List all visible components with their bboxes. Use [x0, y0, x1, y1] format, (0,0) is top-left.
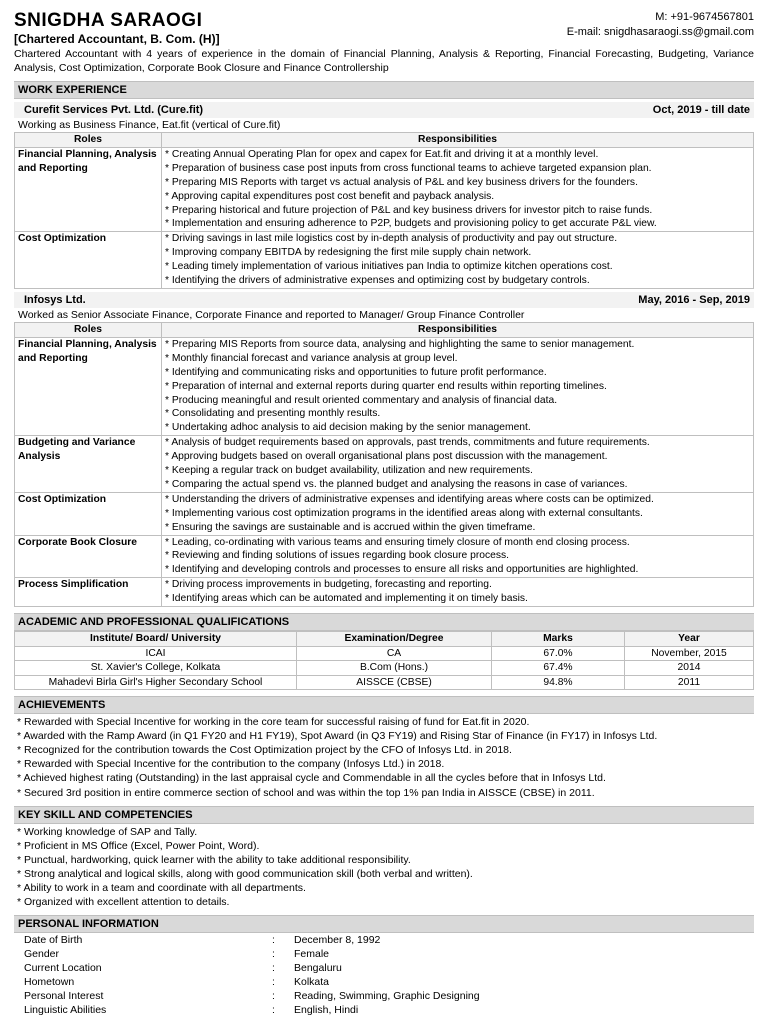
info-label: Personal Interest [24, 990, 104, 1003]
list-item: * Rewarded with Special Incentive for the contribution to the company (Infosys Ltd.) in 2018. [17, 757, 754, 771]
responsibility-cell [162, 436, 754, 493]
credentials: [Chartered Accountant, B. Com. (H)] [14, 32, 220, 46]
company-description: Working as Business Finance, Eat.fit (vertical of Cure.fit) [18, 119, 281, 131]
table-row [14, 975, 754, 989]
list-item: * Preparing MIS Reports from source data, analysing and highlighting the same to senior management. [165, 338, 750, 352]
table-row [14, 947, 754, 961]
list-item: * Reviewing and finding solutions of issues regarding book closure process. [165, 549, 750, 563]
list-item: * Preparing historical and future projection of P&L and key business drivers for investor pitch to raise funds. [165, 204, 750, 218]
list-item: * Working knowledge of SAP and Tally. [17, 825, 754, 839]
list-item: * Secured 3rd position in entire commerce section of school and was within the top 1% pan India in AISSCE (CBSE) in 2011. [17, 786, 754, 800]
responsibility-cell [162, 535, 754, 578]
roles-table-header [15, 322, 754, 337]
list-item: * Organized with excellent attention to details. [17, 895, 754, 909]
column-header: Examination/Degree [297, 632, 492, 647]
table-row [15, 232, 754, 289]
table-cell: AISSCE (CBSE) [297, 675, 492, 690]
list-item: * Recognized for the contribution towards the Cost Optimization project by the CFO of Infosys Ltd. in 2018. [17, 743, 754, 757]
table-row [15, 147, 754, 231]
list-item: * Monthly financial forecast and variance analysis at group level. [165, 352, 750, 366]
info-value: December 8, 1992 [294, 934, 381, 947]
info-label: Gender [24, 948, 60, 961]
roles-table [14, 132, 754, 289]
list-item: * Preparation of internal and external reports during quarter end results within reporting timelines. [165, 380, 750, 394]
section-title-achievements: ACHIEVEMENTS [14, 696, 754, 714]
list-item: * Awarded with the Ramp Award (in Q1 FY20 and H1 FY19), Spot Award (in Q3 FY19) and Rising Star of Finance (in FY17) in Infosys Ltd. [17, 729, 754, 743]
list-item: * Consolidating and presenting monthly results. [165, 407, 750, 421]
personal-info-table [14, 933, 754, 1017]
list-item: * Identifying areas which can be automated and implementing it on timely basis. [165, 592, 750, 606]
info-label: Hometown [24, 976, 75, 989]
table-row [15, 578, 754, 607]
list-item: * Creating Annual Operating Plan for opex and capex for Eat.fit and driving it at a monthly level. [165, 148, 750, 162]
table-cell: 67.4% [492, 661, 625, 676]
list-item: * Approving capital expenditures post cost benefit and payback analysis. [165, 190, 750, 204]
responsibilities-column-header: Responsibilities [162, 133, 754, 148]
role-name: Cost Optimization [15, 232, 162, 289]
table-cell: 67.0% [492, 646, 625, 661]
table-row [15, 646, 754, 661]
table-cell: 2014 [625, 661, 754, 676]
info-label: Linguistic Abilities [24, 1004, 107, 1017]
roles-table-header [15, 133, 754, 148]
list-item: * Leading timely implementation of various initiatives pan India to optimize kitchen operations cost. [165, 260, 750, 274]
responsibility-cell [162, 147, 754, 231]
list-item: * Driving savings in last mile logistics cost by in-depth analysis of productivity and pay out structure. [165, 232, 750, 246]
role-name: Cost Optimization [15, 492, 162, 535]
list-item: * Ensuring the savings are sustainable and is accrued within the given timeframe. [165, 521, 750, 535]
list-item: * Punctual, hardworking, quick learner with the ability to take additional responsibility. [17, 853, 754, 867]
table-row [14, 961, 754, 975]
qualifications-header-row [15, 632, 754, 647]
qualifications-table [14, 631, 754, 690]
table-row [15, 492, 754, 535]
candidate-name: SNIGDHA SARAOGI [14, 10, 203, 31]
list-item: * Approving budgets based on overall organisational plans post discussion with the management. [165, 450, 750, 464]
table-cell: CA [297, 646, 492, 661]
info-separator: : [272, 948, 275, 961]
responsibility-cell [162, 492, 754, 535]
mobile-number: M: +91-9674567801 [655, 11, 754, 23]
company-name: Curefit Services Pvt. Ltd. (Cure.fit) [24, 104, 204, 116]
role-name: Process Simplification [15, 578, 162, 607]
table-cell: Mahadevi Birla Girl's Higher Secondary School [15, 675, 297, 690]
list-item: * Implementation and ensuring adherence to P2P, budgets and provisioning policy to get accurate P&L view. [165, 217, 750, 231]
company-period: Oct, 2019 - till date [652, 104, 750, 116]
table-cell: 94.8% [492, 675, 625, 690]
table-row [14, 933, 754, 947]
responsibilities-column-header: Responsibilities [162, 322, 754, 337]
roles-table [14, 322, 754, 607]
list-item: * Improving company EBITDA by redesigning the first mile supply chain network. [165, 246, 750, 260]
name-block [14, 10, 220, 46]
info-value: English, Hindi [294, 1004, 359, 1017]
list-item: * Analysis of budget requirements based on approvals, past trends, commitments and future requirements. [165, 436, 750, 450]
list-item: * Ability to work in a team and coordinate with all departments. [17, 881, 754, 895]
resume-header [14, 10, 754, 46]
table-row [15, 337, 754, 435]
profile-summary: Chartered Accountant with 4 years of experience in the domain of Financial Planning, Analysis & Reporting, Financial Forecasting, Budgeting, Variance Analysis, Cost Optimization, Corporate Book Closure and Finance Controllership [14, 48, 754, 74]
list-item: * Preparing MIS Reports with target vs actual analysis of P&L and key business drivers for the founders. [165, 176, 750, 190]
list-item: * Leading, co-ordinating with various teams and ensuring timely closure of month end closing process. [165, 536, 750, 550]
section-title-skills: KEY SKILL AND COMPETENCIES [14, 806, 754, 824]
column-header: Institute/ Board/ University [15, 632, 297, 647]
company-period: May, 2016 - Sep, 2019 [638, 293, 750, 306]
table-cell: St. Xavier's College, Kolkata [15, 661, 297, 676]
info-label: Current Location [24, 962, 102, 975]
table-cell: B.Com (Hons.) [297, 661, 492, 676]
role-name: Budgeting and Variance Analysis [15, 436, 162, 493]
list-item: * Producing meaningful and result oriented commentary and analysis of financial data. [165, 394, 750, 408]
list-item: * Comparing the actual spend vs. the planned budget and analysing the reasons in case of variances. [165, 478, 750, 492]
company-header [14, 292, 754, 308]
table-cell: ICAI [15, 646, 297, 661]
list-item: * Driving process improvements in budgeting, forecasting and reporting. [165, 578, 750, 592]
contact-block [567, 10, 754, 40]
list-item: * Rewarded with Special Incentive for working in the core team for successful raising of fund for Eat.fit in 2020. [17, 715, 754, 729]
column-header: Year [625, 632, 754, 647]
info-separator: : [272, 1004, 275, 1017]
info-value: Reading, Swimming, Graphic Designing [294, 990, 480, 1003]
roles-column-header: Roles [15, 133, 162, 148]
info-separator: : [272, 976, 275, 989]
table-row [15, 675, 754, 690]
info-value: Female [294, 948, 330, 961]
list-item: * Implementing various cost optimization programs in the identified areas along with external consultants. [165, 507, 750, 521]
table-cell: November, 2015 [625, 646, 754, 661]
table-cell: 2011 [625, 675, 754, 690]
responsibility-cell [162, 337, 754, 435]
list-item: * Proficient in MS Office (Excel, Power Point, Word). [17, 839, 754, 853]
list-item: * Preparation of business case post inputs from cross functional teams to achieve targeted expansion plan. [165, 162, 750, 176]
list-item: * Understanding the drivers of administrative expenses and identifying areas where costs can be optimized. [165, 493, 750, 507]
role-name: Financial Planning, Analysis and Reporting [15, 147, 162, 231]
column-header: Marks [492, 632, 625, 647]
info-value: Kolkata [294, 976, 330, 989]
info-value: Bengaluru [294, 962, 342, 975]
info-separator: : [272, 934, 275, 947]
table-row [14, 989, 754, 1003]
responsibility-cell [162, 578, 754, 607]
skills-list [14, 825, 754, 910]
table-row [15, 535, 754, 578]
table-row [14, 1003, 754, 1017]
table-row [15, 661, 754, 676]
section-title-qualifications: ACADEMIC AND PROFESSIONAL QUALIFICATIONS [14, 613, 754, 631]
table-row [15, 436, 754, 493]
list-item: * Undertaking adhoc analysis to aid decision making by the senior management. [165, 421, 750, 435]
role-name: Financial Planning, Analysis and Reporting [15, 337, 162, 435]
email-address: E-mail: snigdhasaraogi.ss@gmail.com [566, 26, 754, 38]
section-title-personal: PERSONAL INFORMATION [14, 915, 754, 933]
list-item: * Identifying and developing controls and processes to ensure all risks and opportunities are highlighted. [165, 563, 750, 577]
list-item: * Achieved highest rating (Outstanding) in the last appraisal cycle and Commendable in all the cycles before that in Infosys Ltd. [17, 771, 754, 785]
achievements-list [14, 715, 754, 800]
info-label: Date of Birth [24, 934, 83, 947]
section-title-work: WORK EXPERIENCE [14, 81, 754, 99]
list-item: * Identifying and communicating risks and opportunities to future profit performance. [165, 366, 750, 380]
role-name: Corporate Book Closure [15, 535, 162, 578]
info-separator: : [272, 990, 275, 1003]
info-separator: : [272, 962, 275, 975]
resume-page [14, 0, 754, 1017]
company-description: Worked as Senior Associate Finance, Corporate Finance and reported to Manager/ Group Finance Controller [18, 308, 525, 321]
list-item: * Identifying the drivers of administrative expenses and optimizing cost by budgetary controls. [165, 274, 750, 288]
list-item: * Keeping a regular track on budget availability, utilization and new requirements. [165, 464, 750, 478]
company-name: Infosys Ltd. [24, 293, 86, 306]
list-item: * Strong analytical and logical skills, along with good communication skill (both verbal and written). [17, 867, 754, 881]
responsibility-cell [162, 232, 754, 289]
roles-column-header: Roles [15, 322, 162, 337]
company-header [14, 102, 754, 118]
